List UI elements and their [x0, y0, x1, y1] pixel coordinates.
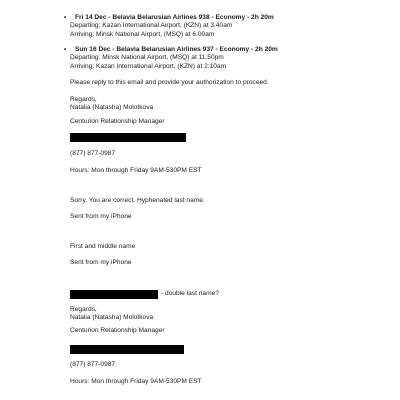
flight-1-departing: Departing: Kazan International Airport, (KZN) at 3.40am — [70, 22, 233, 30]
redacted-email-address — [70, 133, 186, 142]
sent-from-iphone: Sent from my iPhone — [70, 213, 132, 220]
signer-role: Centurion Relationship Manager — [70, 118, 165, 125]
flight-item-1 — [64, 14, 320, 39]
regards-text: Regards, — [70, 306, 97, 313]
authorization-request — [70, 79, 320, 87]
bullet-icon: • — [64, 46, 67, 53]
reply-2-footer — [70, 259, 320, 267]
reply-1 — [70, 197, 320, 205]
signer-name: Natalia (Natasha) Molotkova — [70, 314, 154, 322]
phone-block-2 — [70, 361, 320, 369]
flight-1-header-text: Fri 14 Dec - Belavia Belarusian Airlines 938 - Economy - 2h 20m — [75, 14, 274, 21]
reply-2-text: First and middle name — [70, 243, 136, 250]
sent-from-iphone: Sent from my iPhone — [70, 259, 132, 266]
reply-1-footer — [70, 213, 320, 221]
hours-block-1 — [70, 167, 320, 175]
flight-2-departing: Departing: Minsk National Airport, (MSQ) at 11.50pm — [70, 54, 224, 62]
regards-text: Regards, — [70, 96, 97, 103]
phone-block-1 — [70, 150, 320, 158]
signature-block-1 — [70, 96, 320, 113]
redacted-email-address — [70, 345, 184, 354]
role-block-2 — [70, 327, 320, 335]
flight-2-header — [64, 46, 320, 54]
signer-role: Centurion Relationship Manager — [70, 327, 165, 334]
phone-number: (877) 877-0987 — [70, 150, 116, 157]
bullet-icon: • — [64, 14, 67, 21]
reply-2 — [70, 243, 320, 251]
reply-1-text: Sorry. You are correct. Hyphenated last name. — [70, 197, 205, 204]
flight-2-arriving: Arriving: Kazan International Airport, (KZN) at 2:10am — [70, 62, 227, 70]
role-block-1 — [70, 118, 320, 126]
phone-number: (877) 877-0987 — [70, 361, 116, 368]
flight-1-header — [64, 14, 320, 22]
hours-block-2 — [70, 378, 320, 386]
flight-item-2 — [64, 46, 320, 71]
business-hours: Hours: Mon through Friday 9AM-530PM EST — [70, 378, 202, 385]
flight-1-arriving: Arriving: Minsk National Airport, (MSQ) at 6.00am — [70, 30, 215, 38]
signature-block-2 — [70, 306, 320, 323]
business-hours: Hours: Mon through Friday 9AM-530PM EST — [70, 167, 202, 174]
authorization-request-text: Please reply to this email and provide your authorization to proceed. — [70, 79, 269, 86]
double-last-name-question: - double last name? — [161, 290, 219, 297]
signer-name: Natalia (Natasha) Molotkova — [70, 104, 154, 112]
redacted-name — [70, 290, 158, 299]
flight-2-header-text: Sun 16 Dec - Belavia Belarusian Airlines 937 - Economy - 2h 20m — [75, 46, 278, 53]
